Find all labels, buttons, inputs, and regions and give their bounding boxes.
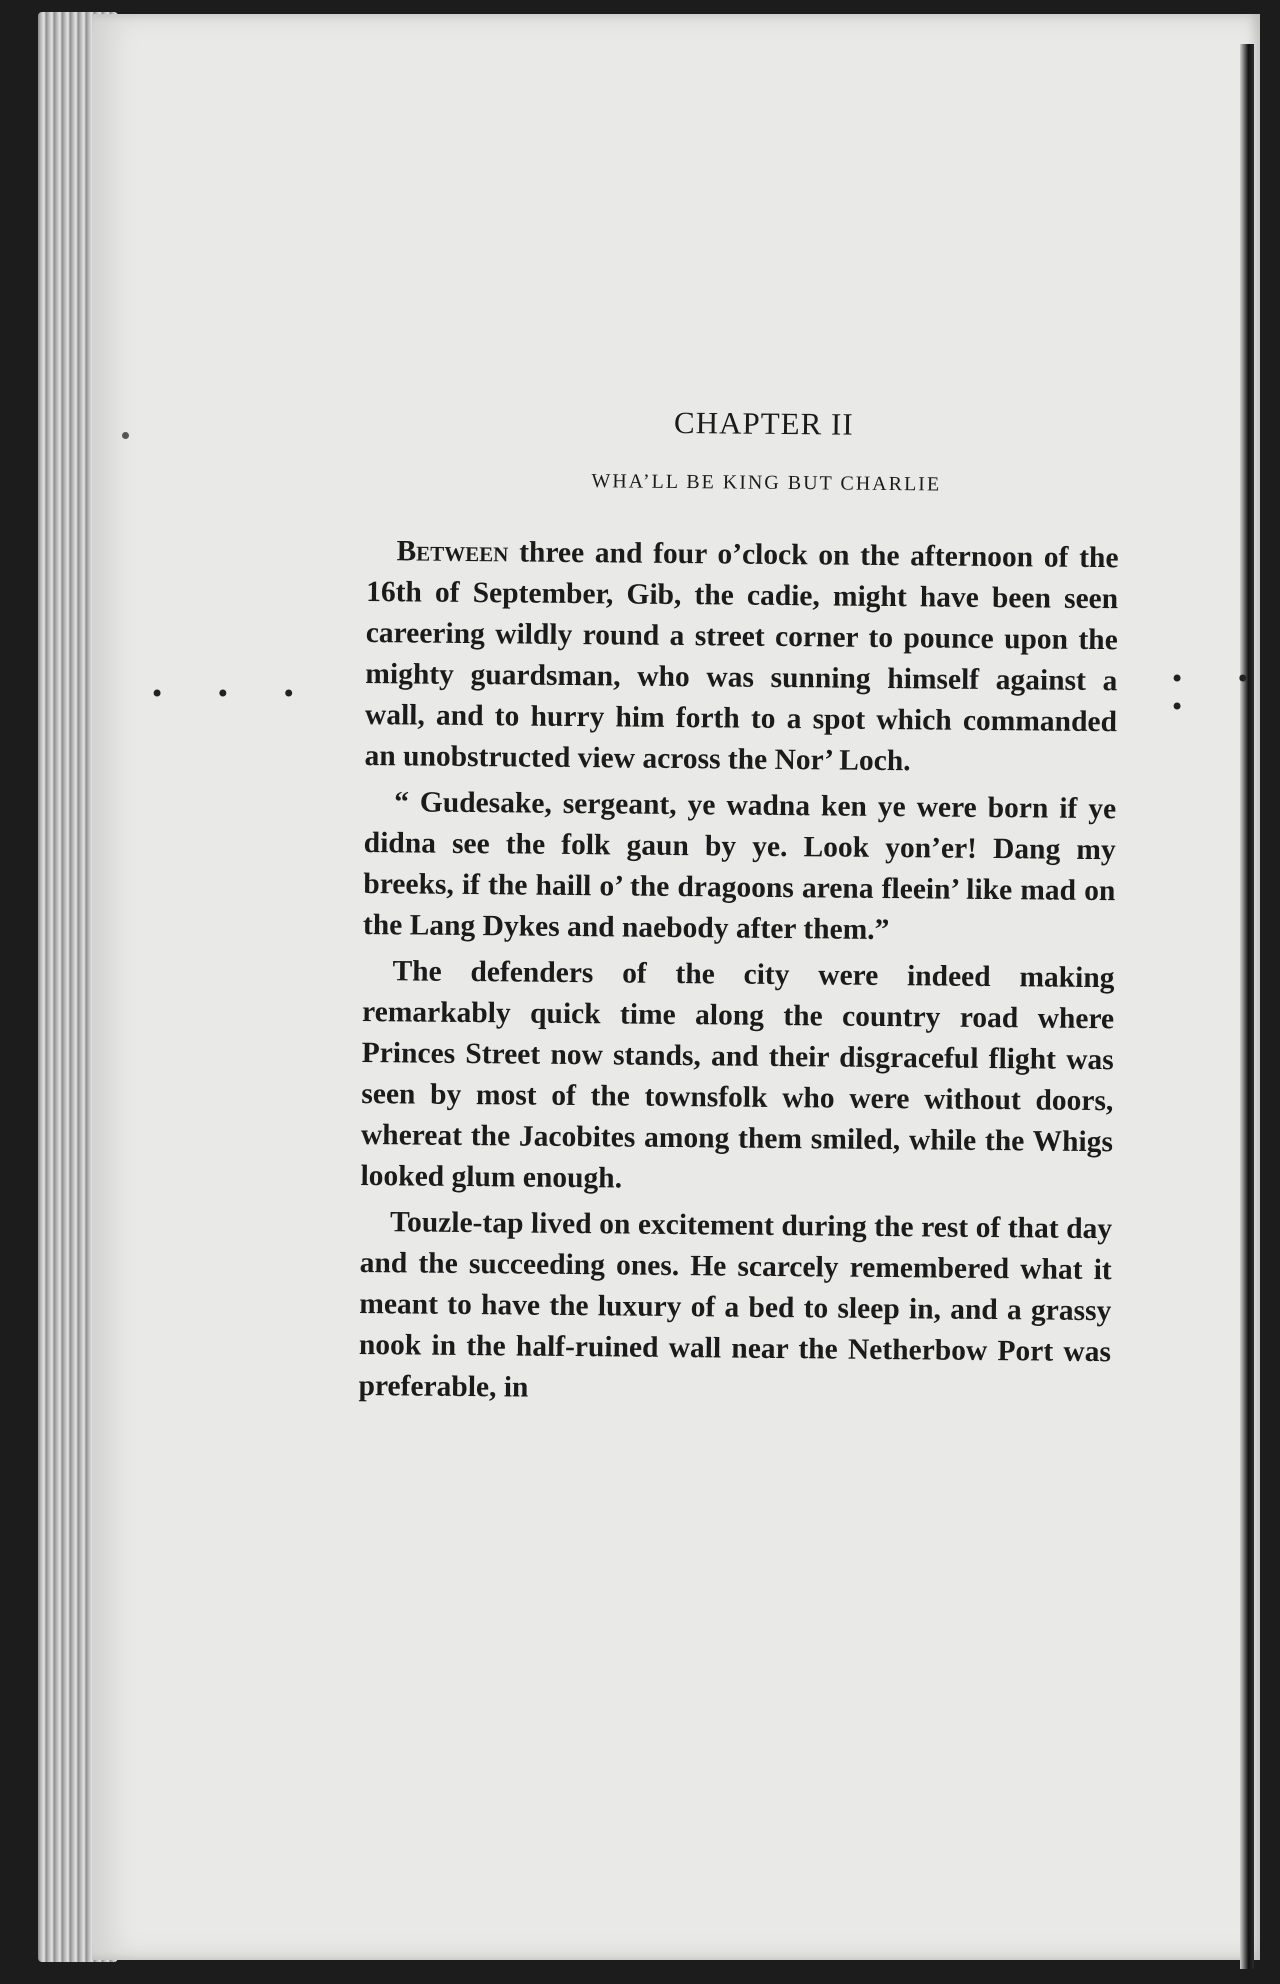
paragraph-1: [364, 531, 1118, 784]
paragraph-3: The defenders of the city were indeed making remarkably quick time along the country road where Princes Street now stands, and their disgraceful flight was seen by most of the townsfolk who were without doors, whereat the Jacobites among them smiled, while the Whigs looked glum enough.: [360, 955, 1115, 1195]
paragraph-text: three and four o’clock on the afternoon of the 16th of September, Gib, the cadie, might have been seen careering wildly round a street corner to pounce upon the mighty guardsman, who was sunning himself against a wall, and to hurry him forth to a spot which commanded an unobstructed view across the Nor’ Loch.: [364, 536, 1119, 778]
paragraph-lead-word: Between: [396, 535, 509, 569]
chapter-subtitle: WHA’LL BE KING BUT CHARLIE: [591, 470, 942, 496]
right-page-edge: [1240, 44, 1254, 1969]
margin-speck: [122, 432, 129, 439]
paragraph-2: “ Gudesake, sergeant, ye wadna ken ye were born if ye didna see the folk gaun by ye. Look yon’er! Dang my breeks, if the haill o’ the dragoons arena fleein’ like mad on the Lang Dykes and naebody after them.”: [362, 786, 1117, 947]
chapter-heading: CHAPTER II: [673, 404, 854, 442]
ellipsis-dots-right: • • •: [1170, 665, 1272, 721]
paragraph-4: Touzle-tap lived on excitement during the rest of that day and the succeeding ones. He scarcely remembered what it meant to have the luxury of a bed to sleep in, and a grassy nook in the half-ruined wall near the Netherbow Port was preferable, in: [358, 1206, 1113, 1404]
page-text-block: [358, 402, 1120, 1419]
ellipsis-dots-left: • • •: [150, 680, 318, 708]
